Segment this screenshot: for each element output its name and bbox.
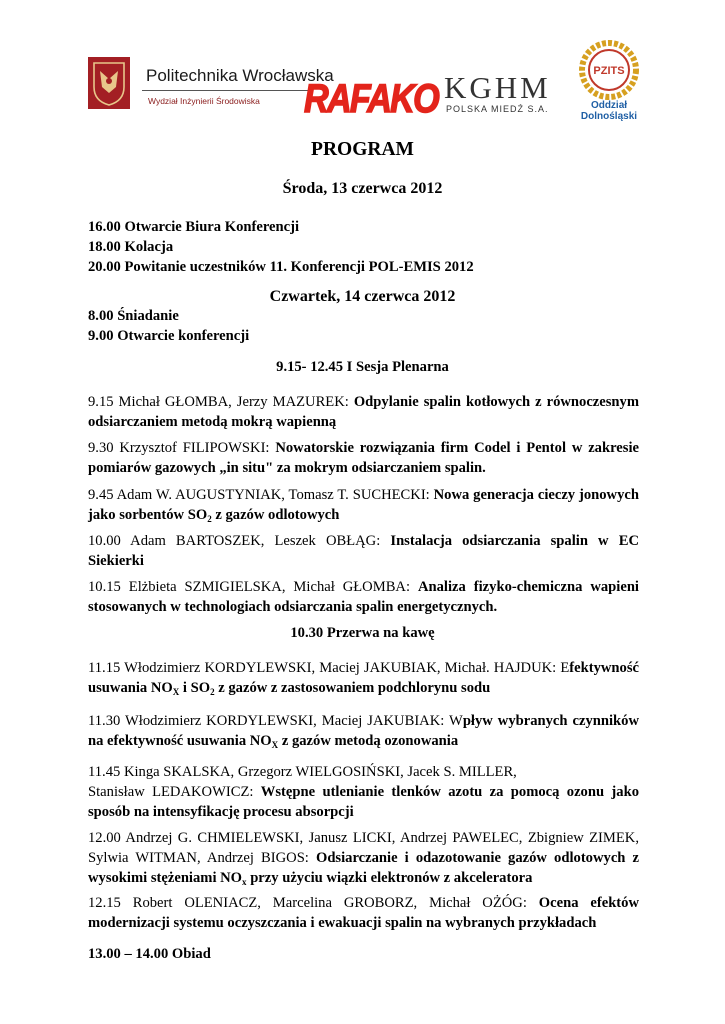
day1-item: 18.00 Kolacja xyxy=(88,239,174,255)
talk-item: 9.45 Adam W. AUGUSTYNIAK, Tomasz T. SUCHECKI: Nowa generacja cieczy jonowych jako sorbentów $SO_2$ z gazów odlotowych xyxy=(88,487,639,524)
faculty-name: Wydział Inżynierii Środowiska xyxy=(148,96,260,106)
university-name: Politechnika Wrocławska xyxy=(146,66,334,85)
sponsor-logos xyxy=(84,40,654,132)
day1-item: 20.00 Powitanie uczestników 11. Konferencji POL-EMIS 2012 xyxy=(88,259,474,275)
pzits-seal-icon xyxy=(568,40,650,100)
talk-item: 9.30 Krzysztof FILIPOWSKI: Nowatorskie rozwiązania firm Codel i Pentol w zakresie pomiarów gazowych „in situ" za mokrym odsiarczaniem spalin. xyxy=(88,440,639,476)
break-heading: 10.30 Przerwa na kawę xyxy=(290,625,435,641)
talk-item: 11.45 Kinga SKALSKA, Grzegorz WIELGOSIŃSKI, Jacek S. MILLER, Stanisław LEDAKOWICZ: Wstępne utlenianie tlenków azotu za pomocą ozonu jako sposób na intensyfikację procesu absorpcji xyxy=(88,764,639,820)
talk-item: 9.15 Michał GŁOMBA, Jerzy MAZUREK: Odpylanie spalin kotłowych z równoczesnym odsiarczaniem metodą mokrą wapienną xyxy=(88,394,640,430)
page-title: PROGRAM xyxy=(311,139,414,160)
day2-heading: Czwartek, 14 czerwca 2012 xyxy=(269,288,456,305)
session-heading: 9.15- 12.45 I Sesja Plenarna xyxy=(276,359,449,375)
svg-text:RAFAKO: RAFAKO xyxy=(304,77,440,121)
talk-item: 11.30 Włodzimierz KORDYLEWSKI, Maciej JAKUBIAK: Wpływ wybranych czynników na efektywność usuwania $NO_X$ z gazów metodą ozonowania xyxy=(88,713,639,750)
lunch-item: 13.00 – 14.00 Obiad xyxy=(88,946,211,962)
day2-item: 9.00 Otwarcie konferencji xyxy=(88,328,250,344)
kghm-name: KGHM xyxy=(444,70,551,105)
talk-item: 12.00 Andrzej G. CHMIELEWSKI, Janusz LICKI, Andrzej PAWELEC, Zbigniew ZIMEK, Sylwia WITMAN, Andrzej BIGOS: Odsiarczanie i odazotowanie gazów odlotowych z wysokimi stężeniami $NO_x$ przy użyciu wiązki elektronów z akceleratora xyxy=(88,830,639,887)
logo-divider xyxy=(142,90,312,91)
pwr-logo xyxy=(84,54,334,120)
pzits-logo xyxy=(568,40,650,132)
talk-item: 12.15 Robert OLENIACZ, Marcelina GROBORZ, Michał OŻÓG: Ocena efektów modernizacji systemu oczyszczania i ewakuacji spalin na wybranych przykładach xyxy=(88,895,640,931)
day1-item: 16.00 Otwarcie Biura Konferencji xyxy=(88,219,300,235)
talk-item: 10.15 Elżbieta SZMIGIELSKA, Michał GŁOMBA: Analiza fizyko-chemiczna wapieni stosowanych w technologiach odsiarczania spalin energetycznych. xyxy=(88,579,639,615)
day1-heading: Środa, 13 czerwca 2012 xyxy=(282,180,443,197)
rafako-logo xyxy=(302,74,442,121)
pwr-shield-icon xyxy=(88,57,130,109)
kghm-logo xyxy=(444,72,551,114)
talk-item: 11.15 Włodzimierz KORDYLEWSKI, Maciej JAKUBIAK, Michał. HAJDUK: Efektywność usuwania $NO_X$ i $SO_2$ z gazów z zastosowaniem podchlorynu sodu xyxy=(88,660,639,697)
svg-text:PZITS: PZITS xyxy=(593,65,625,77)
pzits-caption: Oddział Dolnośląski xyxy=(580,100,638,122)
kghm-subtitle: POLSKA MIEDŹ S.A. xyxy=(446,104,549,114)
day2-item: 8.00 Śniadanie xyxy=(88,308,179,324)
talk-item: 10.00 Adam BARTOSZEK, Leszek OBŁĄG: Instalacja odsiarczania spalin w EC Siekierki xyxy=(88,533,639,569)
